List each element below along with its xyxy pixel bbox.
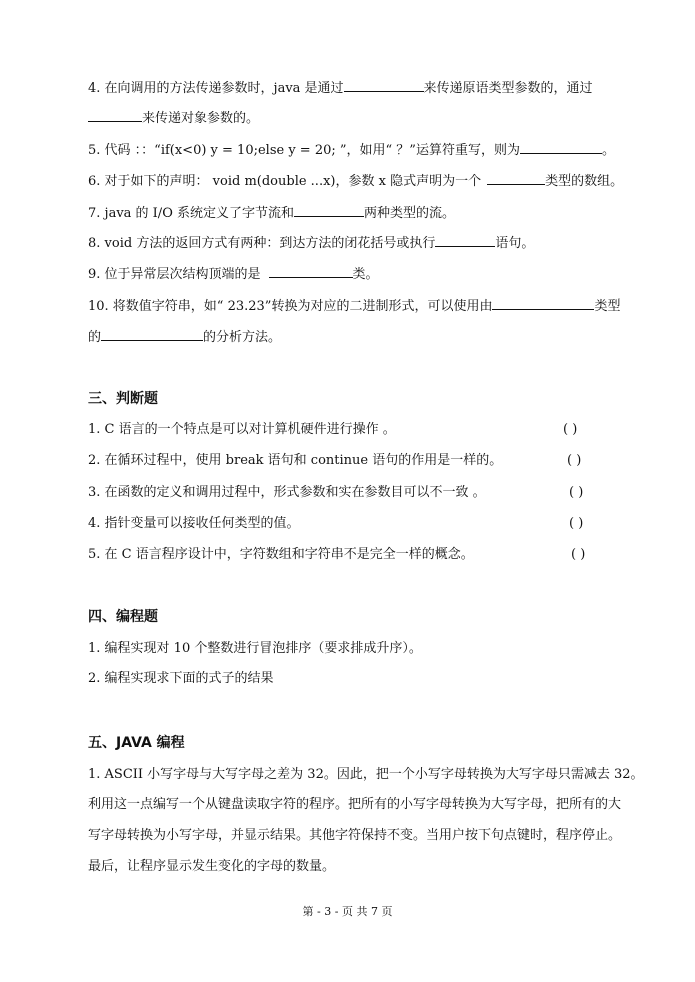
page-footer: 第 - 3 - 页 共 7 页 (302, 905, 393, 918)
question-6 (88, 171, 623, 189)
question-7 (88, 203, 455, 221)
q4-text-c: 来传递对象参数的。 (142, 111, 260, 126)
judge-answer-1[interactable]: ( ) (563, 422, 578, 437)
answer-blank[interactable] (101, 327, 203, 341)
judge-item-1: 1. C 语言的一个特点是可以对计算机硬件进行操作 。 (88, 422, 396, 437)
section-5-title: 五、JAVA 编程 (88, 735, 185, 751)
q10-text-a: 10. 将数值字符串，如“ 23.23”转换为对应的二进制形式，可以使用由 (88, 299, 493, 314)
judge-answer-5[interactable]: ( ) (571, 547, 586, 562)
q4-text-b: 来传递原语类型参数的，通过 (423, 81, 593, 96)
q7-text-a: 7. java 的 I/O 系统定义了字节流和 (88, 206, 294, 221)
q9-text-a: 9. 位于异常层次结构顶端的是 (88, 267, 261, 282)
section-3-title: 三、判断题 (88, 391, 158, 407)
question-5 (88, 140, 615, 158)
answer-blank[interactable] (269, 264, 353, 278)
question-4 (88, 78, 660, 96)
q5-text-b: 。 (601, 143, 615, 158)
q10-text-d: 的分析方法。 (203, 330, 282, 345)
judge-item-2: 2. 在循环过程中，使用 break 语句和 continue 语句的作用是一样的。 (88, 453, 503, 468)
judge-answer-4[interactable]: ( ) (569, 516, 584, 531)
java-text-line-3: 写字母转换为小写字母，并显示结果。其他字符保持不变。当用户按下句点键时，程序停止。 (88, 828, 622, 843)
answer-blank[interactable] (88, 108, 142, 122)
answer-blank[interactable] (487, 171, 545, 185)
q5-text-a: 5. 代码 ：：“if(x<0) y = 10;else y = 20; ”，如用“ ？”运算符重写，则为 (88, 143, 520, 158)
java-text-line-2: 利用这一点编写一个从键盘读取字符的程序。把所有的小写字母转换为大写字母，把所有的大 (88, 797, 622, 812)
program-item-1: 1. 编程实现对 10 个整数进行冒泡排序（要求排成升序）。 (88, 641, 422, 656)
q9-text-b: 类。 (352, 267, 379, 282)
answer-blank[interactable] (344, 78, 424, 92)
question-10 (88, 296, 620, 314)
judge-answer-2[interactable]: ( ) (567, 453, 582, 468)
q6-text-b: 类型的数组。 (545, 174, 624, 189)
answer-blank[interactable] (435, 233, 495, 247)
answer-blank[interactable] (520, 140, 602, 154)
q8-text-b: 语句。 (495, 236, 535, 251)
program-item-2: 2. 编程实现求下面的式子的结果 (88, 671, 274, 686)
section-4-title: 四、编程题 (88, 609, 158, 625)
answer-blank[interactable] (492, 296, 594, 310)
java-text-line-4: 最后，让程序显示发生变化的字母的数量。 (88, 859, 336, 874)
question-10-cont (88, 327, 281, 345)
q4-text-a: 4. 在向调用的方法传递参数时，java 是通过 (88, 81, 344, 96)
question-9 (88, 264, 379, 282)
q7-text-b: 两种类型的流。 (363, 206, 455, 221)
java-text-line-1: 1. ASCII 小写字母与大写字母之差为 32。因此，把一个小写字母转换为大写字母只需减去 32。 (88, 767, 644, 782)
judge-item-5: 5. 在 C 语言程序设计中，字符数组和字符串不是完全一样的概念。 (88, 547, 474, 562)
question-4-cont (88, 108, 259, 126)
q6-text-a: 6. 对于如下的声明： void m(double ...x)，参数 x 隐式声明为一个 (88, 174, 482, 189)
judge-item-3: 3. 在函数的定义和调用过程中，形式参数和实在参数目可以不一致 。 (88, 485, 486, 500)
q8-text-a: 8. void 方法的返回方式有两种：到达方法的闭花括号或执行 (88, 236, 436, 251)
question-8 (88, 233, 534, 251)
judge-answer-3[interactable]: ( ) (569, 485, 584, 500)
judge-item-4: 4. 指针变量可以接收任何类型的值。 (88, 516, 300, 531)
answer-blank[interactable] (294, 203, 364, 217)
q10-text-c: 的 (88, 330, 102, 345)
q10-text-b: 类型 (594, 299, 621, 314)
